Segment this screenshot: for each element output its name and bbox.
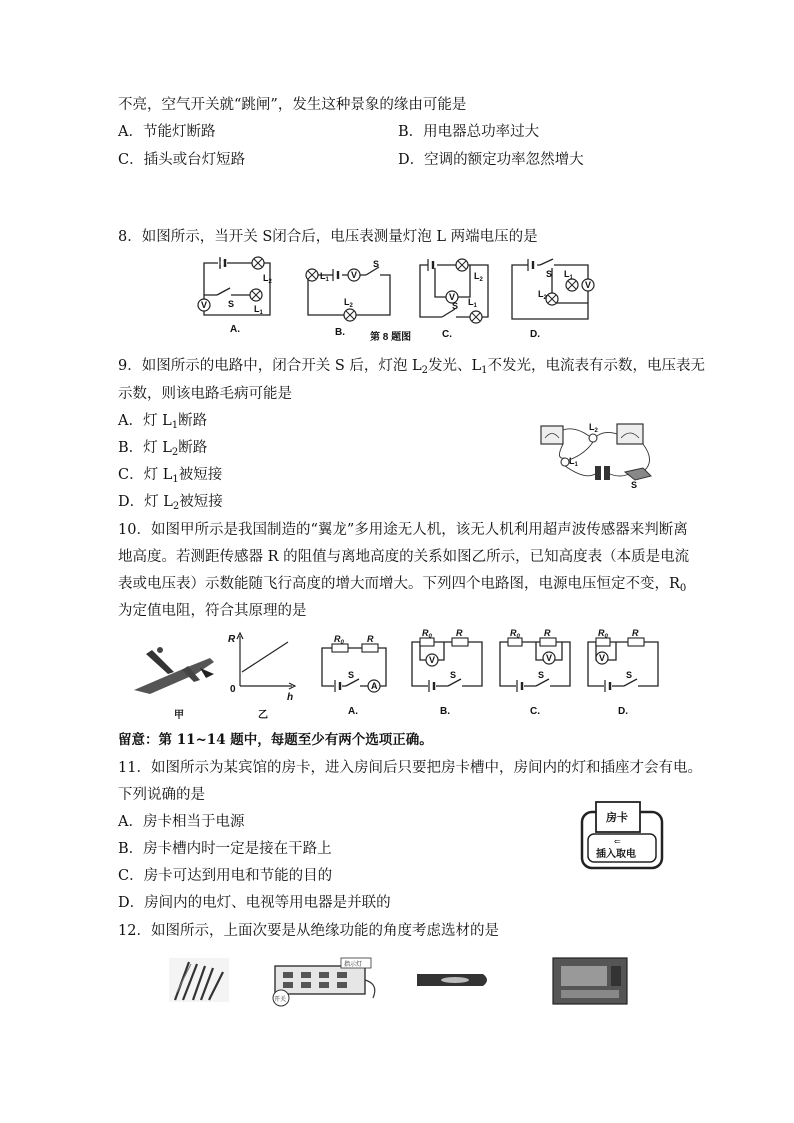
power-strip-image (273, 958, 375, 1006)
q10-label-c: C. (530, 706, 540, 717)
svg-text:S: S (546, 269, 553, 279)
svg-text:V: V (351, 270, 358, 280)
lamp-l2-icon (589, 434, 597, 442)
q10-stem-line4: 为定值电阻，符合其原理的是 (118, 603, 307, 619)
q7-option-a: A．节能灯断路 (118, 124, 216, 140)
q10-label-a: A. (348, 706, 358, 717)
q9-option-a: A．灯 $L_1$断路 (118, 413, 208, 431)
slot-label: 插入取电 (596, 849, 636, 860)
q8-label-c: C. (442, 329, 452, 340)
q9-stem-line1: 9．如图所示的电路中，闭合开关 S 后，灯泡 $L_2$发光、$L_1$不发光，电流表有示数，电压表无 (118, 358, 706, 376)
q10-stem-line3: 表或电压表）示数能随飞行高度的增大而增大。下列四个电路图，电源电压恒定不变，$R_0$ (118, 576, 687, 594)
svg-text:V: V (599, 653, 606, 663)
svg-text:S: S (348, 670, 355, 680)
svg-text:V: V (449, 292, 456, 302)
svg-text:L1: $L_1$ (320, 271, 329, 283)
q10-circuit-d (588, 628, 658, 717)
q8-stem: 8．如图所示，当开关 S闭合后，电压表测量灯泡 L 两端电压的是 (118, 229, 538, 245)
svg-text:L2: $L_2$ (589, 422, 598, 434)
battery-icon (595, 466, 601, 480)
q9-option-b: B．灯 $L_2$断路 (118, 440, 208, 458)
drone-image (134, 647, 214, 694)
q7-stem-line: 不亮，空气开关就“跳闸”，发生这种景象的缘由可能是 (118, 97, 467, 113)
graph-origin: 0 (230, 684, 236, 695)
r-h-graph (228, 633, 295, 703)
voltmeter-icon (541, 426, 563, 444)
svg-text:V: V (201, 300, 208, 310)
q10-circuit-a (322, 634, 386, 717)
tools-image (169, 958, 229, 1002)
q9-stem-line2: 示数，则该电路毛病可能是 (118, 386, 292, 402)
svg-text:S: S (538, 670, 545, 680)
q9-figure (525, 420, 665, 492)
q8-circuit-c (420, 259, 488, 340)
svg-text:R0: $R_0$ (598, 628, 608, 640)
q8-label-b: B. (335, 327, 345, 338)
switch-label: 开关 (274, 997, 287, 1003)
svg-text:S: S (631, 480, 638, 490)
svg-text:L2: $L_2$ (263, 273, 272, 285)
svg-text:S: S (450, 670, 457, 680)
handle-image (417, 974, 487, 986)
arrow-icon: ⇐ (614, 837, 621, 846)
svg-text:L1: $L_1$ (564, 269, 573, 281)
indicator-label: 指示灯 (344, 962, 363, 968)
q10-label-b: B. (440, 706, 450, 717)
q10-circuit-b (412, 628, 482, 717)
svg-text:L1: $L_1$ (254, 304, 263, 316)
q8-label-a: A. (230, 324, 240, 335)
ammeter-icon (617, 424, 643, 444)
svg-text:S: S (626, 670, 633, 680)
graph-ylabel: R (228, 634, 236, 645)
multi-answer-notice: 留意：第 11~14 题中，每题至少有两个选项正确。 (118, 732, 433, 748)
q11-option-a: A．房卡相当于电源 (118, 814, 245, 830)
q12-figure (165, 952, 635, 1010)
q12-stem: 12．如图所示，上面次要是从绝缘功能的角度考虑选材的是 (118, 923, 499, 939)
q11-stem-line1: 11．如图所示为某宾馆的房卡，进入房间后只要把房卡槽中，房间内的灯和插座才会有电。 (118, 760, 702, 776)
svg-text:S: S (452, 301, 459, 311)
q11-option-d: D．房间内的电灯、电视等用电器是并联的 (118, 895, 391, 911)
q11-option-b: B．房卡槽内时一定是接在干路上 (118, 841, 332, 857)
svg-text:R: R (367, 634, 374, 644)
q10-stem-line1: 10．如图甲所示是我国制造的“翼龙”多用途无人机，该无人机利用超声波传感器来判断离 (118, 522, 688, 538)
q9-option-d: D．灯 $L_2$被短接 (118, 494, 223, 512)
caption-yi: 乙 (258, 710, 268, 721)
svg-text:L2: $L_2$ (344, 297, 353, 309)
svg-text:R0: $R_0$ (510, 628, 520, 640)
q7-option-b: B．用电器总功率过大 (398, 124, 540, 140)
q10-figure (130, 628, 670, 724)
room-card-figure (578, 800, 668, 870)
q7-option-d: D．空调的额定功率忽然增大 (398, 152, 584, 168)
q7-option-c: C．插头或台灯短路 (118, 152, 246, 168)
q11-option-c: C．房卡可达到用电和节能的目的 (118, 868, 333, 884)
svg-text:V: V (585, 280, 592, 290)
svg-text:R0: $R_0$ (334, 634, 344, 646)
svg-text:L1: $L_1$ (569, 456, 578, 468)
q10-stem-line2: 地高度。若测距传感器 R 的阻值与离地高度的关系如图乙所示，已知高度表（本质是电流 (118, 549, 690, 565)
svg-text:V: V (546, 653, 553, 663)
q8-figure-caption: 第 8 题图 (370, 332, 412, 343)
svg-text:R0: $R_0$ (422, 628, 432, 640)
svg-text:A: A (371, 681, 378, 691)
svg-text:S: S (373, 259, 380, 269)
q8-circuit-b (306, 259, 390, 338)
svg-text:L2: $L_2$ (474, 271, 483, 283)
caption-jia: 甲 (174, 710, 184, 721)
q11-stem-line2: 下列说确的是 (118, 787, 205, 803)
q8-label-d: D. (530, 329, 540, 340)
svg-text:R: R (632, 628, 639, 638)
q8-figure (190, 255, 610, 347)
q8-circuit-d (512, 259, 594, 340)
circuit-board-image (553, 958, 627, 1004)
svg-text:R: R (544, 628, 551, 638)
lamp-l1-icon (561, 458, 569, 466)
svg-text:S: S (228, 299, 235, 309)
svg-text:L2: $L_2$ (538, 289, 547, 301)
svg-text:R: R (456, 628, 463, 638)
svg-text:L1: $L_1$ (468, 297, 477, 309)
q10-label-d: D. (618, 706, 628, 717)
svg-text:V: V (429, 655, 436, 665)
q8-circuit-a (198, 257, 273, 335)
card-label: 房卡 (606, 812, 628, 824)
q10-circuit-c (500, 628, 570, 717)
graph-xlabel: h (287, 692, 294, 703)
q9-option-c: C．灯 $L_1$被短接 (118, 467, 223, 485)
